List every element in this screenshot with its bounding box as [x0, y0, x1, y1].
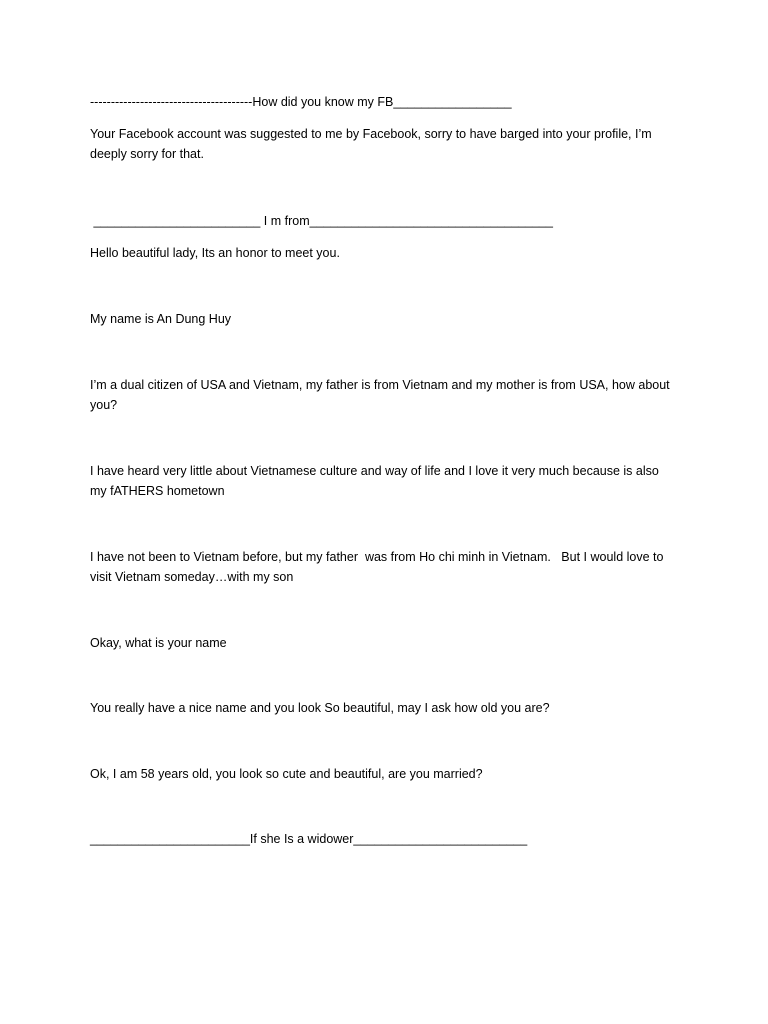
paragraph-name: [90, 309, 690, 329]
heading-widower: [90, 829, 690, 849]
text-line: I have heard very little about Vietnamese culture and way of life and I love it very much because is also: [90, 464, 659, 478]
heading-i-m-from: [90, 211, 690, 231]
paragraph-what-is-your-name: [90, 633, 690, 653]
paragraph-greeting: [90, 243, 690, 263]
paragraph-not-been-to-vietnam: [90, 547, 690, 587]
text-line: _______________________If she Is a widower_________________________: [90, 832, 528, 846]
paragraph-age-married: [90, 764, 690, 784]
heading-how-did-you-know: [90, 92, 690, 112]
paragraph-dual-citizen: [90, 375, 690, 415]
paragraph-facebook-suggested: [90, 124, 690, 164]
text-line: Hello beautiful lady, Its an honor to meet you.: [90, 246, 340, 260]
text-line: deeply sorry for that.: [90, 147, 204, 161]
text-line: Your Facebook account was suggested to me by Facebook, sorry to have barged into your profile, I’m: [90, 127, 652, 141]
text-line: my fATHERS hometown: [90, 484, 225, 498]
text-line: visit Vietnam someday…with my son: [90, 570, 294, 584]
paragraph-vietnamese-culture: [90, 461, 690, 501]
text-line: My name is An Dung Huy: [90, 312, 232, 326]
text-line: I have not been to Vietnam before, but my father was from Ho chi minh in Vietnam. But I would love to: [90, 550, 664, 564]
paragraph-nice-name: [90, 698, 690, 718]
text-line: I’m a dual citizen of USA and Vietnam, my father is from Vietnam and my mother is from USA, how about: [90, 378, 670, 392]
text-line: you?: [90, 398, 118, 412]
text-line: ________________________ I m from___________________________________: [90, 214, 553, 228]
text-line: You really have a nice name and you look So beautiful, may I ask how old you are?: [90, 701, 550, 715]
text-line: Ok, I am 58 years old, you look so cute and beautiful, are you married?: [90, 767, 483, 781]
text-line: ---------------------------------------How did you know my FB_________________: [90, 95, 512, 109]
text-line: Okay, what is your name: [90, 636, 227, 650]
